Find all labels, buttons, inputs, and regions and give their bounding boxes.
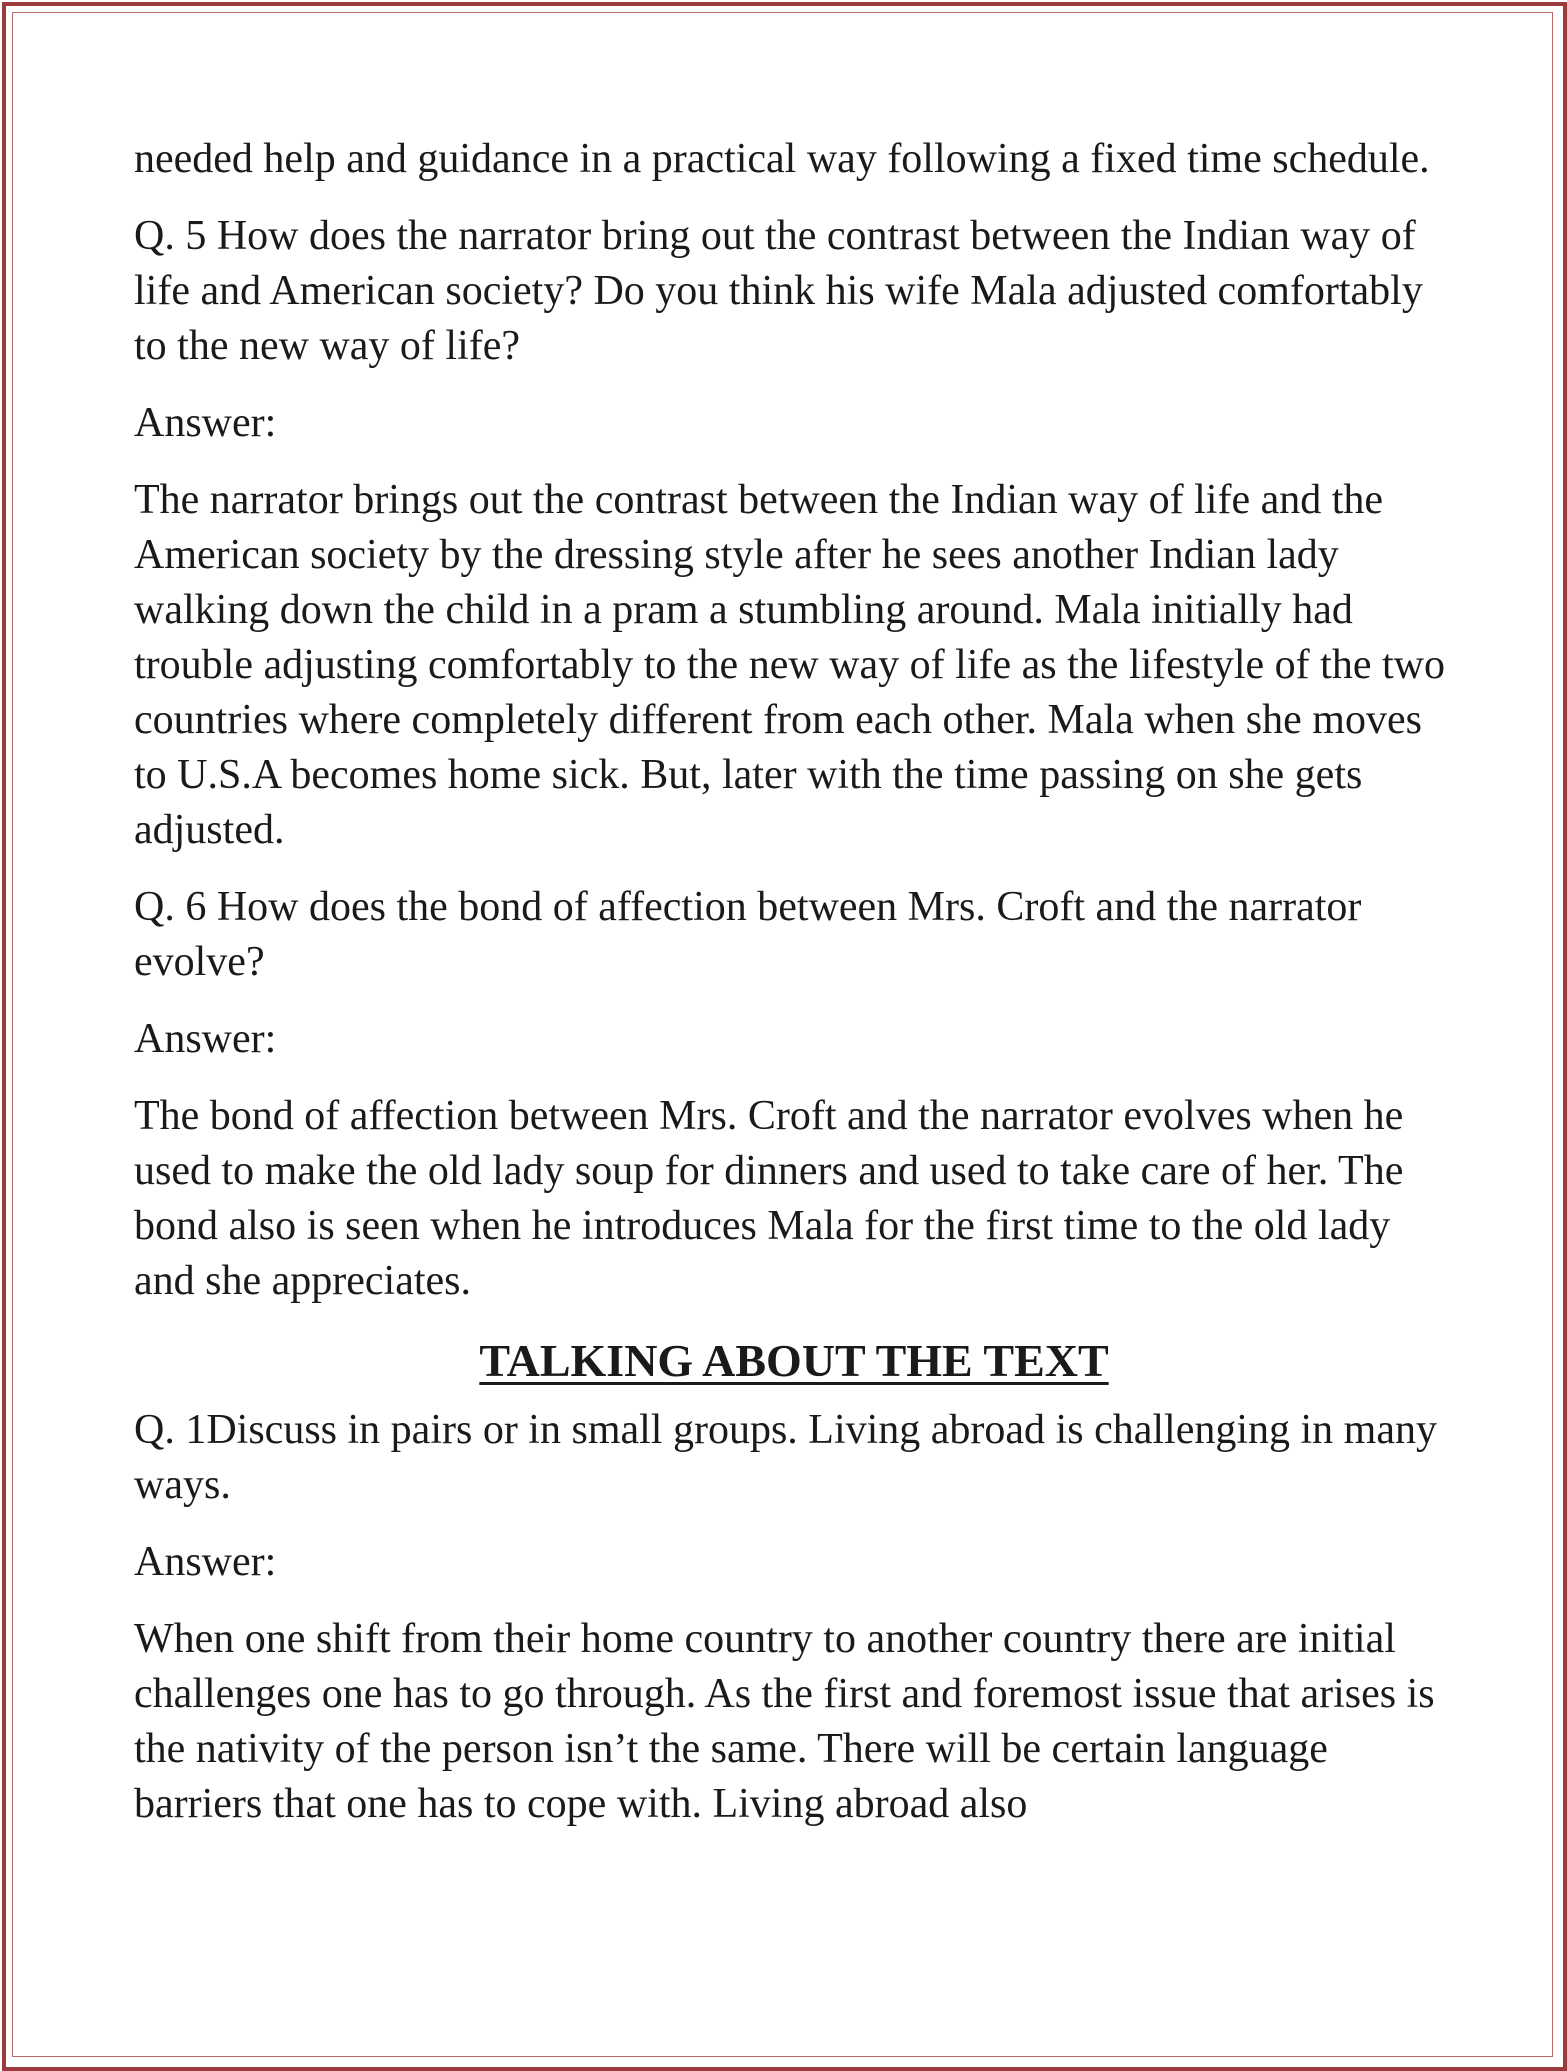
answer-1-text: When one shift from their home country to another country there are initial challenges one has to go through. As the first and foremost issue that arises is the nativity of the person isn’t the same. There will be certain language barriers that one has to cope with. Living abroad also: [134, 1616, 1435, 1827]
paragraph-continuation: needed help and guidance in a practical way following a fixed time schedule.: [134, 136, 1430, 182]
answer-6-text: The bond of affection between Mrs. Croft and the narrator evolves when he used to make the old lady soup for dinners and used to take care of her. The bond also is seen when he introduces Mala for the first time to the old lady and she appreciates.: [134, 1093, 1404, 1304]
answer-label: Answer:: [134, 400, 277, 446]
document-body: [134, 132, 1454, 1854]
question-5: Q. 5 How does the narrator bring out the contrast between the Indian way of life and American society? Do you think his wife Mala adjusted comfortably to the new way of life?: [134, 213, 1423, 369]
section-heading: TALKING ABOUT THE TEXT: [479, 1335, 1109, 1386]
answer-label: Answer:: [134, 1016, 277, 1062]
question-1: Q. 1Discuss in pairs or in small groups. Living abroad is challenging in many ways.: [134, 1407, 1437, 1508]
answer-label: Answer:: [134, 1539, 277, 1585]
question-6: Q. 6 How does the bond of affection between Mrs. Croft and the narrator evolve?: [134, 884, 1362, 985]
answer-5-text: The narrator brings out the contrast between the Indian way of life and the American society by the dressing style after he sees another Indian lady walking down the child in a pram a stumbling around. Mala initially had trouble adjusting comfortably to the new way of life as the lifestyle of the two countries where completely different from each other. Mala when she moves to U.S.A becomes home sick. But, later with the time passing on she gets adjusted.: [134, 477, 1445, 853]
